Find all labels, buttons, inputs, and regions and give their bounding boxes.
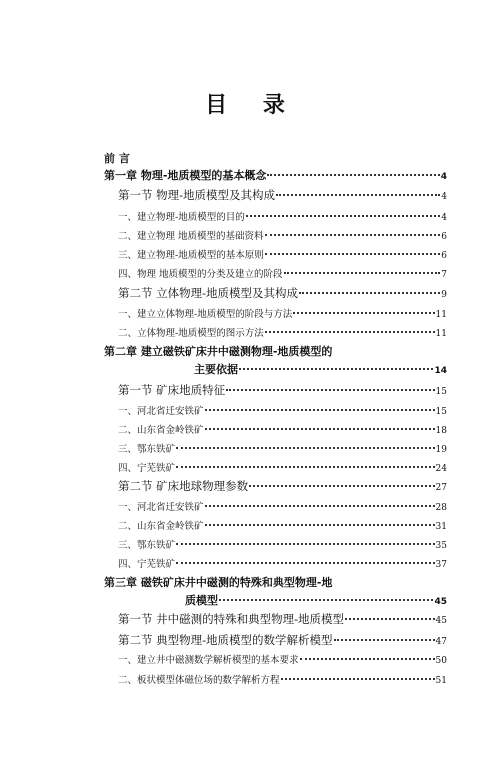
toc-entry-item[interactable]	[118, 422, 447, 436]
leader-dots	[299, 292, 440, 294]
toc-entry-section[interactable]	[118, 611, 447, 627]
leader-dots	[226, 389, 434, 391]
toc-entry-page: 4	[441, 213, 447, 223]
toc-entry-label: 三、鄂东铁矿	[118, 540, 176, 551]
toc-entry-label: 二、山东省金岭铁矿	[118, 425, 204, 436]
toc-entry-page: 27	[435, 483, 447, 493]
toc-entry-page: 7	[441, 270, 447, 280]
leader-dots	[345, 618, 435, 620]
toc-entry-page: 19	[435, 445, 447, 455]
leader-dots	[265, 253, 441, 255]
toc-entry-section[interactable]	[118, 285, 447, 301]
toc-entry-page: 4	[441, 192, 447, 202]
toc-entry-page: 45	[434, 597, 447, 607]
toc-entry-label: 第二节 立体物理-地质模型及其构成	[118, 286, 299, 300]
toc-entry-page: 15	[435, 407, 447, 417]
toc-entry-label: 二、板状模型体磁位场的数学解析方程	[118, 675, 280, 686]
toc-entry-page: 6	[441, 232, 447, 242]
leader-dots	[249, 485, 434, 487]
toc-entry-label: 第二节 矿床地球物理参数	[118, 479, 249, 493]
leader-dots	[176, 447, 435, 449]
toc-entry-section[interactable]	[118, 478, 447, 494]
toc-entry-item[interactable]	[118, 266, 447, 280]
toc-entry-item[interactable]	[118, 247, 447, 261]
toc-entry-page: 11	[435, 329, 447, 339]
toc-entry-label: 三、鄂东铁矿	[118, 444, 176, 455]
toc-entry-item[interactable]	[118, 441, 447, 455]
toc-entry-item[interactable]	[118, 403, 447, 417]
toc-entry-page: 18	[435, 426, 447, 436]
toc-entry-chapter[interactable]	[104, 167, 447, 183]
leader-dots	[246, 215, 441, 217]
toc-entry-chapter[interactable]: 第三章 磁铁矿床井中磁测的特殊和典型物理-地	[104, 576, 333, 589]
toc-entry-section[interactable]	[118, 632, 447, 648]
toc-entry-item[interactable]	[118, 652, 447, 666]
leader-dots	[281, 678, 435, 680]
toc-entry-item[interactable]	[118, 499, 447, 513]
toc-entry-label: 第一节 物理-地质模型及其构成	[118, 188, 276, 202]
toc-entry-label: 四、宁芜铁矿	[118, 463, 176, 474]
toc-entry-page: 24	[435, 464, 447, 474]
leader-dots	[284, 272, 441, 274]
toc-entry-item[interactable]	[118, 537, 447, 551]
leader-dots	[176, 543, 435, 545]
preface-heading: 前 言	[104, 152, 130, 165]
toc-entry-item[interactable]	[118, 306, 447, 320]
toc-entry-page: 28	[435, 503, 447, 513]
leader-dots	[205, 428, 435, 430]
toc-entry-item[interactable]	[118, 556, 447, 570]
toc-entry-label: 二、山东省金岭铁矿	[118, 521, 204, 532]
toc-entry-label: 第一节 矿床地质特征	[118, 383, 226, 397]
toc-entry-label: 三、建立物理-地质模型的基本原则	[118, 250, 264, 261]
leader-dots	[176, 562, 435, 564]
toc-entry-label: 第二节 典型物理-地质模型的数学解析模型	[118, 633, 333, 647]
leader-dots	[293, 312, 434, 314]
toc-entry-chapter-continued[interactable]	[185, 592, 447, 608]
leader-dots	[205, 505, 435, 507]
leader-dots	[300, 658, 435, 660]
leader-dots	[239, 368, 433, 370]
leader-dots	[265, 234, 441, 236]
toc-entry-page: 9	[441, 290, 447, 300]
toc-entry-page: 35	[435, 541, 447, 551]
leader-dots	[276, 194, 440, 196]
leader-dots	[334, 639, 435, 641]
toc-entry-page: 6	[441, 251, 447, 261]
toc-entry-label: 二、建立物理 地质模型的基础资料	[118, 231, 264, 242]
toc-entry-label: 一、建立井中磁测数学解析模型的基本要求	[118, 655, 299, 666]
toc-entry-label: 一、建立物理-地质模型的目的	[118, 212, 245, 223]
toc-entry-page: 50	[435, 656, 447, 666]
toc-entry-label: 一、河北省迁安铁矿	[118, 502, 204, 513]
toc-entry-label: 第一节 井中磁测的特殊和典型物理-地质模型	[118, 612, 345, 626]
toc-entry-item[interactable]	[118, 460, 447, 474]
page-title: 目 录	[205, 93, 299, 118]
toc-entry-label: 四、物理 地质模型的分类及建立的阶段	[118, 269, 283, 280]
toc-entry-label: 二、立体物理-地质模型的图示方法	[118, 328, 264, 339]
toc-entry-section[interactable]	[118, 187, 447, 203]
toc-entry-label: 第一章 物理-地质模型的基本概念	[104, 169, 267, 182]
toc-entry-page: 47	[435, 637, 447, 647]
toc-entry-page: 51	[435, 676, 447, 686]
leader-dots	[265, 331, 435, 333]
leader-dots	[219, 599, 433, 601]
toc-entry-label: 四、宁芜铁矿	[118, 559, 176, 570]
toc-entry-item[interactable]	[118, 672, 447, 686]
toc-entry-label: 主要依据	[194, 363, 238, 376]
leader-dots	[205, 524, 435, 526]
leader-dots	[176, 466, 435, 468]
toc-entry-page: 31	[435, 522, 447, 532]
toc-entry-item[interactable]	[118, 228, 447, 242]
toc-entry-label: 一、建立立体物理-地质模型的阶段与方法	[118, 309, 293, 320]
toc-entry-label: 一、河北省迁安铁矿	[118, 406, 204, 417]
leader-dots	[205, 409, 435, 411]
toc-entry-page: 37	[435, 560, 447, 570]
toc-entry-page: 15	[435, 387, 447, 397]
toc-entry-page: 14	[434, 366, 447, 376]
toc-entry-item[interactable]	[118, 209, 447, 223]
toc-entry-page: 11	[435, 310, 447, 320]
toc-entry-label: 质模型	[185, 594, 218, 607]
toc-entry-page: 4	[440, 172, 447, 182]
toc-entry-chapter-continued[interactable]	[194, 361, 447, 377]
toc-entry-section[interactable]	[118, 382, 447, 398]
toc-entry-chapter[interactable]: 第二章 建立磁铁矿床井中磁测物理-地质模型的	[104, 345, 333, 358]
leader-dots	[267, 174, 439, 176]
toc-entry-item[interactable]	[118, 325, 447, 339]
toc-entry-item[interactable]	[118, 518, 447, 532]
toc-entry-page: 45	[435, 616, 447, 626]
